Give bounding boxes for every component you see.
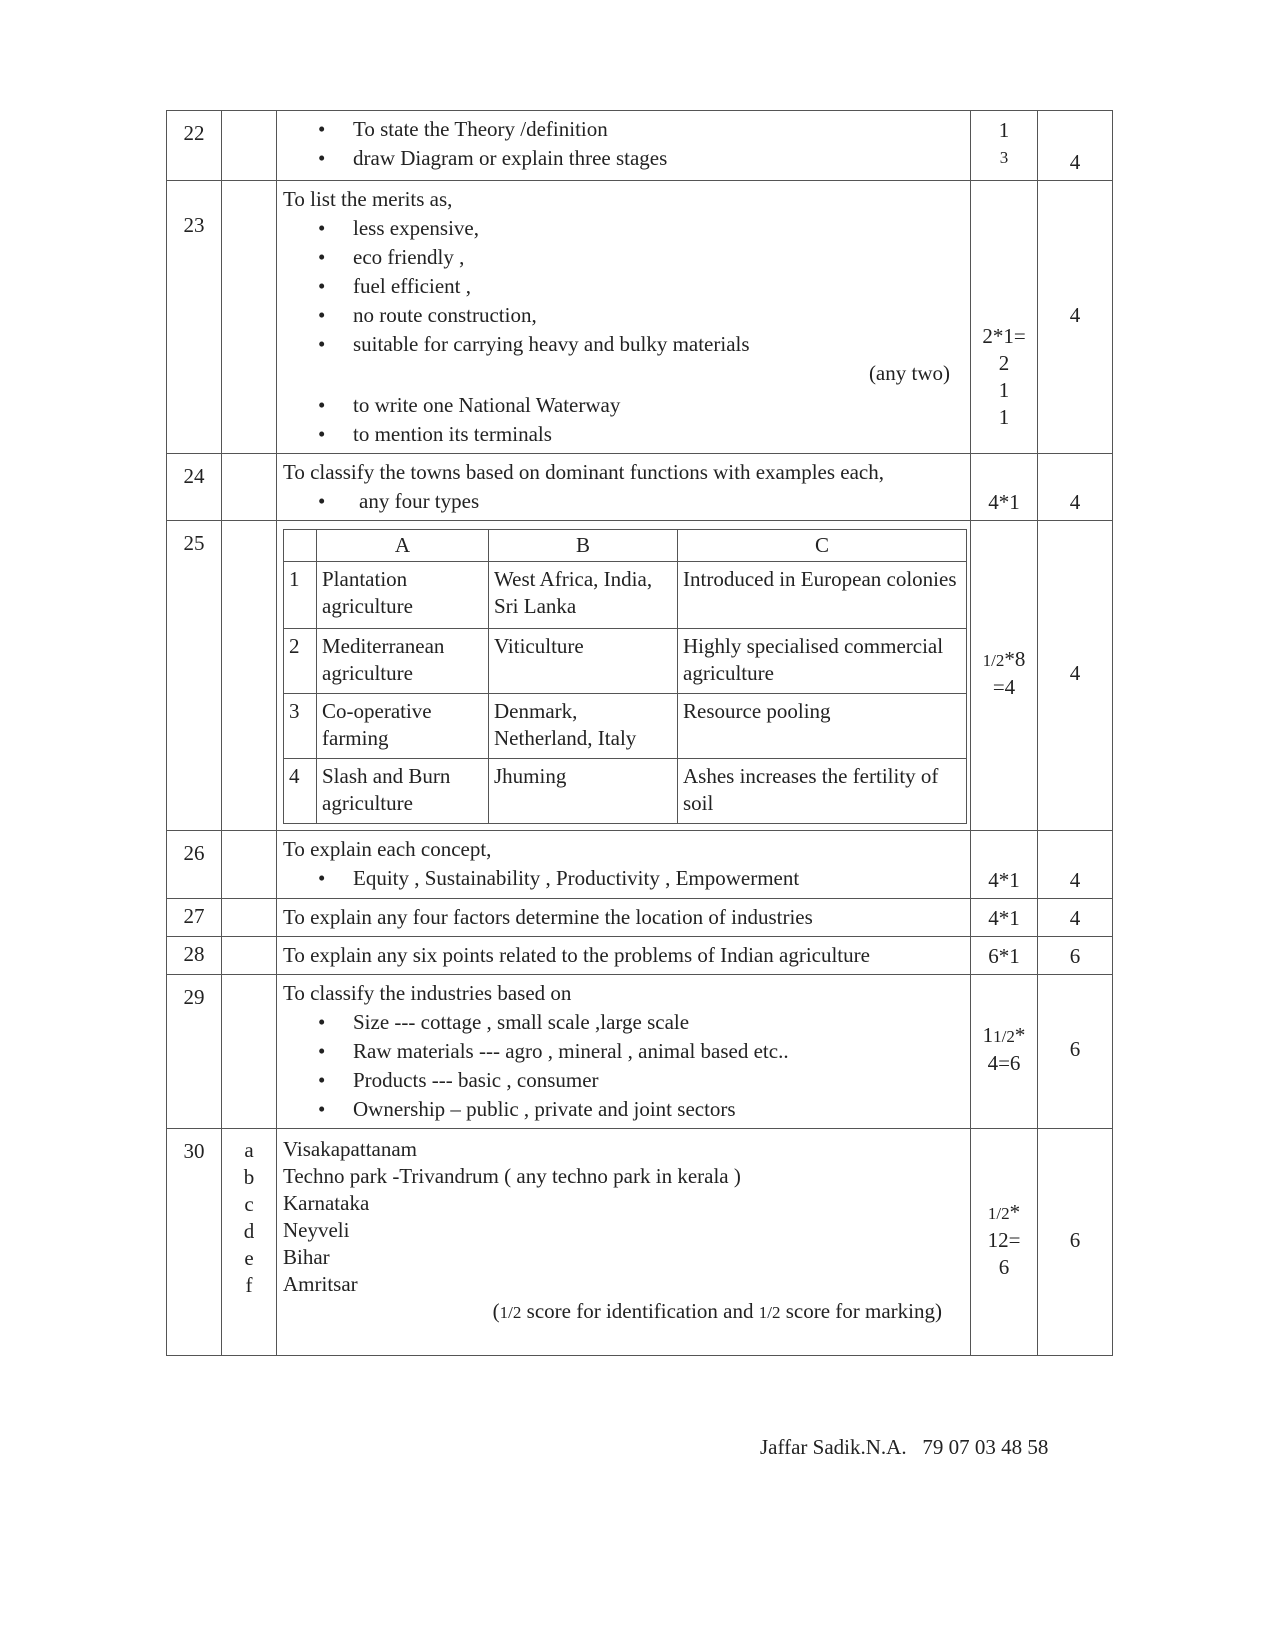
answer-content: [277, 831, 971, 899]
answer-content: [277, 975, 971, 1129]
question-number: 28: [167, 937, 222, 975]
fraction: 1/2: [987, 1204, 1010, 1223]
answer-point: • to mention its terminals: [283, 420, 964, 449]
row-number: 3: [284, 694, 317, 759]
answer-point: • to write one National Waterway: [283, 391, 964, 420]
answer-intro: To classify the towns based on dominant functions with examples each,: [283, 460, 884, 484]
score-split: [971, 1129, 1038, 1356]
score-split: [971, 975, 1038, 1129]
sub-part: [222, 181, 277, 454]
question-row-26: [167, 831, 1113, 899]
header-cell: B: [489, 530, 678, 562]
score-line: 1: [998, 405, 1010, 429]
question-row-25: [167, 521, 1113, 831]
score-text: *8: [1004, 647, 1026, 671]
answer-line: Karnataka: [283, 1191, 370, 1215]
score-line: [971, 1199, 1037, 1227]
answer-point: • Equity , Sustainability , Productivity , Empowerment: [283, 864, 964, 893]
question-number: 29: [167, 975, 222, 1129]
score-line: 4=6: [987, 1051, 1021, 1075]
score-split: 6*1: [971, 937, 1038, 975]
answer-note: [283, 1298, 964, 1326]
sub-letter: d: [243, 1219, 255, 1243]
question-number: 25: [167, 521, 222, 831]
answer-content: To explain any six points related to the problems of Indian agriculture: [277, 937, 971, 975]
total-marks: 4: [1038, 899, 1113, 937]
answer-point: • any four types: [283, 487, 964, 516]
score-line: 2*1=: [982, 324, 1026, 348]
question-number: 27: [167, 899, 222, 937]
answer-point: • Raw materials --- agro , mineral , animal based etc..: [283, 1037, 964, 1066]
answer-content: [277, 111, 971, 181]
author-footer: [760, 1435, 1048, 1460]
question-row-24: [167, 454, 1113, 521]
table-row: [284, 694, 967, 759]
answer-line: Visakapattanam: [283, 1137, 418, 1161]
answer-content: [277, 454, 971, 521]
score-line: 3: [999, 148, 1009, 167]
answer-line: Neyveli: [283, 1218, 350, 1242]
sub-letter: c: [244, 1192, 254, 1216]
score-line: [971, 1022, 1037, 1050]
sub-part: [222, 454, 277, 521]
answer-key-page: [166, 110, 1112, 1356]
cell-b: Viticulture: [489, 629, 678, 694]
total-marks: 6: [1038, 975, 1113, 1129]
header-cell: C: [678, 530, 967, 562]
sub-letter: b: [243, 1165, 255, 1189]
sub-part: [222, 831, 277, 899]
fraction: 1/2: [993, 1027, 1015, 1046]
sub-letter: a: [244, 1138, 254, 1162]
answer-intro: To list the merits as,: [283, 187, 453, 211]
sub-part: [222, 521, 277, 831]
answer-line: Amritsar: [283, 1272, 358, 1296]
note-text: (: [492, 1299, 500, 1323]
score-line: 6: [998, 1255, 1010, 1279]
total-marks: 6: [1038, 1129, 1113, 1356]
question-number: 30: [167, 1129, 222, 1356]
row-number: 4: [284, 759, 317, 824]
answer-point: • suitable for carrying heavy and bulky materials: [283, 330, 964, 359]
score-line: 1: [998, 378, 1010, 402]
cell-b: Denmark, Netherland, Italy: [489, 694, 678, 759]
match-table-header: [284, 530, 967, 562]
score-line: 12=: [987, 1228, 1021, 1252]
score-line: 1: [998, 118, 1010, 142]
answer-content: [277, 1129, 971, 1356]
sub-letter: f: [245, 1273, 253, 1297]
cell-a: Slash and Burn agriculture: [317, 759, 489, 824]
total-marks: 4: [1038, 181, 1113, 454]
answer-point: • less expensive,: [283, 214, 964, 243]
score-line: =4: [992, 675, 1016, 699]
answer-point: • eco friendly ,: [283, 243, 964, 272]
sub-part: [222, 937, 277, 975]
question-row-27: [167, 899, 1113, 937]
match-table: [283, 529, 967, 824]
cell-a: Co-operative farming: [317, 694, 489, 759]
question-row-22: [167, 111, 1113, 181]
score-split: 4*1: [971, 454, 1038, 521]
score-line: [971, 646, 1037, 674]
cell-a: Mediterranean agriculture: [317, 629, 489, 694]
header-cell: [284, 530, 317, 562]
score-split: [971, 111, 1038, 181]
answer-content: [277, 181, 971, 454]
author-name: Jaffar Sadik.N.A.: [760, 1435, 907, 1459]
answer-point: • no route construction,: [283, 301, 964, 330]
score-text: *: [1009, 1200, 1021, 1224]
answer-point: • draw Diagram or explain three stages: [283, 144, 964, 173]
answer-point: • To state the Theory /definition: [283, 115, 964, 144]
answer-intro: To explain each concept,: [283, 837, 492, 861]
sub-part: [222, 975, 277, 1129]
cell-b: Jhuming: [489, 759, 678, 824]
question-row-23: [167, 181, 1113, 454]
table-row: [284, 759, 967, 824]
answer-point: • Ownership – public , private and joint sectors: [283, 1095, 964, 1124]
cell-c: Introduced in European colonies: [678, 562, 967, 629]
sub-letter: e: [244, 1246, 254, 1270]
score-text: 1: [982, 1023, 994, 1047]
score-line: 2: [998, 351, 1010, 375]
question-row-30: [167, 1129, 1113, 1356]
total-marks: 4: [1038, 454, 1113, 521]
total-marks: 6: [1038, 937, 1113, 975]
score-split: 4*1: [971, 831, 1038, 899]
score-split: [971, 181, 1038, 454]
total-marks: 4: [1038, 831, 1113, 899]
header-cell: A: [317, 530, 489, 562]
note-text: score for identification and: [521, 1299, 759, 1323]
note-text: score for marking): [780, 1299, 942, 1323]
fraction: 1/2: [499, 1303, 522, 1322]
sub-part: [222, 111, 277, 181]
question-row-29: [167, 975, 1113, 1129]
total-marks: 4: [1038, 521, 1113, 831]
answer-point: • Products --- basic , consumer: [283, 1066, 964, 1095]
answer-point: • fuel efficient ,: [283, 272, 964, 301]
answer-content: To explain any four factors determine the location of industries: [277, 899, 971, 937]
answer-intro: To classify the industries based on: [283, 981, 572, 1005]
sub-part: [222, 899, 277, 937]
sub-part-letters: [222, 1129, 277, 1356]
cell-c: Ashes increases the fertility of soil: [678, 759, 967, 824]
answer-content: [277, 521, 971, 831]
question-number: 22: [167, 111, 222, 181]
table-row: [284, 562, 967, 629]
total-marks: 4: [1038, 111, 1113, 181]
question-number: 24: [167, 454, 222, 521]
row-number: 1: [284, 562, 317, 629]
cell-c: Resource pooling: [678, 694, 967, 759]
answer-note: (any two): [868, 361, 950, 385]
author-phone: 79 07 03 48 58: [922, 1435, 1049, 1459]
question-number: 26: [167, 831, 222, 899]
score-split: [971, 521, 1038, 831]
fraction: 1/2: [758, 1303, 781, 1322]
answer-line: Techno park -Trivandrum ( any techno park in kerala ): [283, 1164, 741, 1188]
question-row-28: [167, 937, 1113, 975]
score-split: 4*1: [971, 899, 1038, 937]
score-text: *: [1014, 1023, 1026, 1047]
answer-key-table: [166, 110, 1113, 1356]
question-number: 23: [167, 181, 222, 454]
answer-point: • Size --- cottage , small scale ,large scale: [283, 1008, 964, 1037]
fraction: 1/2: [982, 651, 1005, 670]
answer-line: Bihar: [283, 1245, 330, 1269]
cell-a: Plantation agriculture: [317, 562, 489, 629]
cell-b: West Africa, India, Sri Lanka: [489, 562, 678, 629]
cell-c: Highly specialised commercial agriculture: [678, 629, 967, 694]
table-row: [284, 629, 967, 694]
row-number: 2: [284, 629, 317, 694]
